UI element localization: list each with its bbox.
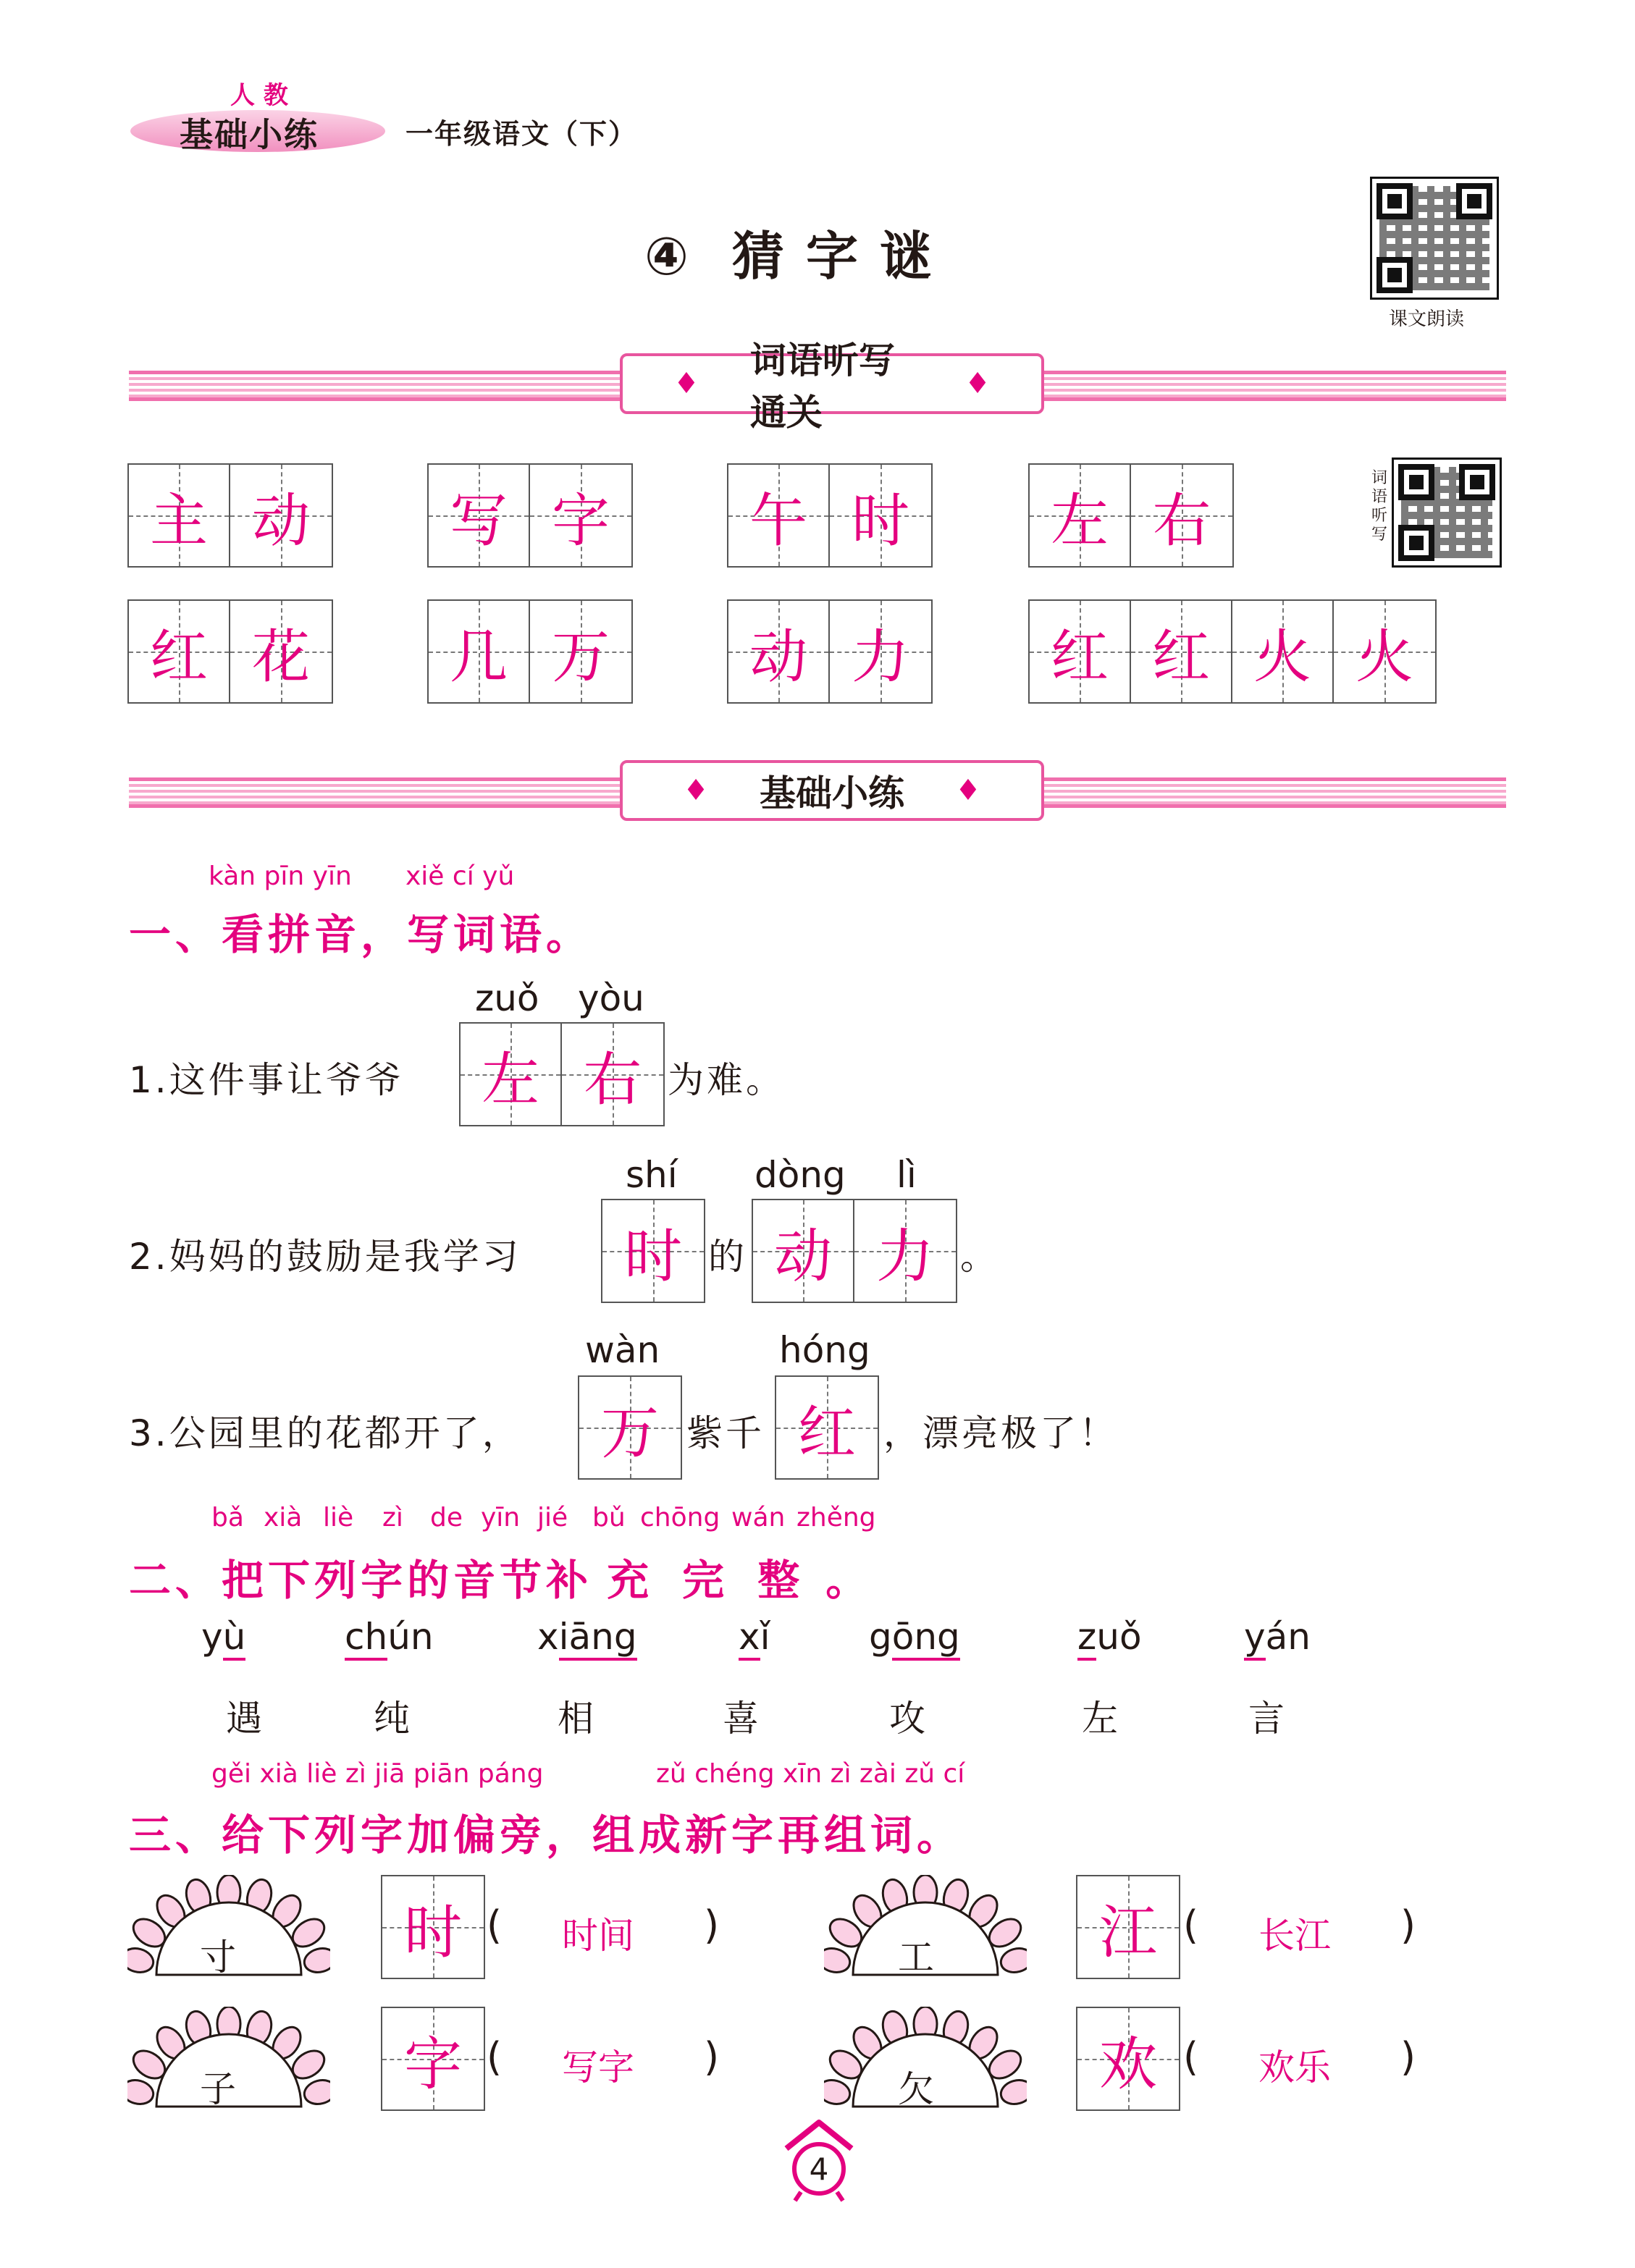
q2-heading: 二、把下列字的音节补 充 完 整 。 [129,1556,873,1605]
q2-py-0: bǎ [211,1503,244,1533]
dictation-word-8: 红 红 火 火 [1028,599,1437,704]
banner-dictation: ♦ 词语听写通关 ♦ [620,353,1044,414]
lesson-title: 猜字谜 [731,226,954,287]
q2-py-7: bǔ [592,1503,626,1533]
q3-base-char-1: 寸 [200,1936,236,1978]
s2-post: 。 [960,1236,999,1278]
q2-char-2: 纯 [374,1698,410,1740]
dictation-word-4: 左 右 [1028,463,1234,568]
q2-py-10: zhěng [797,1503,876,1533]
s1-pinyin-2: yòu [578,977,644,1019]
s2-pinyin-2: dòng [755,1154,846,1196]
q3-pinyin-b: zǔ chéng xīn zì zài zǔ cí [656,1759,965,1789]
publisher-label: 人 教 [230,81,288,110]
q1-heading: 一、看拼音，写词语。 [129,910,593,959]
s2-mid: 的 [708,1236,747,1278]
q2-py-3: zì [382,1503,403,1533]
q3-paren-close-3: ) [704,2034,720,2080]
q3-paren-open-1: ( [487,1902,503,1948]
q2-py-2: liè [323,1503,354,1533]
q3-paren-close-2: ) [1400,1902,1416,1948]
s2-pinyin-3: lì [896,1154,917,1196]
q2-py-1: xià [264,1503,303,1533]
q3-newchar-grid-2[interactable]: 江 [1076,1875,1180,1979]
q3-word-4[interactable]: 欢乐 [1258,2046,1331,2088]
s1-answer-grid[interactable]: 左 右 [459,1022,665,1126]
s2-answer-grid-1[interactable]: 时 [601,1199,705,1303]
q2-syllable-7[interactable]: yán [1244,1616,1311,1658]
s3-pinyin-1: wàn [585,1329,660,1371]
s3-answer-grid-1[interactable]: 万 [578,1375,682,1480]
s3-pre: 3.公园里的花都开了， [129,1412,521,1454]
dictation-word-5: 红 花 [127,599,333,704]
dictation-word-6: 几 万 [427,599,633,704]
s3-post: ，漂亮极了！ [883,1412,1118,1454]
qr-caption-dictation: 词语听写 [1371,469,1387,544]
q2-py-8: chōng [640,1503,720,1533]
dictation-word-2: 写 字 [427,463,633,568]
q2-syllable-5[interactable]: gōng [869,1616,960,1658]
qr-caption-reading: 课文朗读 [1389,308,1465,330]
q3-newchar-grid-1[interactable]: 时 [381,1875,485,1979]
q2-py-5: yīn [481,1503,521,1533]
q2-char-1: 遇 [226,1698,262,1740]
q2-char-6: 左 [1082,1698,1118,1740]
q2-char-7: 言 [1248,1698,1285,1740]
q2-syllable-2[interactable]: chún [345,1616,434,1658]
q2-py-6: jié [537,1503,568,1533]
q3-base-char-2: 工 [898,1936,934,1978]
q2-py-9: wán [731,1503,786,1533]
q2-py-4: de [430,1503,463,1533]
grade-label: 一年级语文（下） [405,118,638,150]
q3-pinyin-a: gěi xià liè zì jiā piān páng [211,1759,544,1789]
dictation-word-1: 主 动 [127,463,333,568]
q3-base-char-3: 子 [200,2068,236,2110]
q3-paren-close-1: ) [704,1902,720,1948]
q1-pinyin-b: xiě cí yǔ [405,861,515,891]
s2-pinyin-1: shí [626,1154,678,1196]
brand-label: 基础小练 [180,115,319,154]
q3-newchar-grid-3[interactable]: 字 [381,2007,485,2111]
q2-syllable-3[interactable]: xiāng [537,1616,637,1658]
s1-pinyin-1: zuǒ [475,977,539,1019]
s1-pre: 1.这件事让爷爷 [129,1059,404,1101]
q3-paren-open-3: ( [487,2034,503,2080]
lesson-number: ④ [644,226,689,287]
qr-code-reading[interactable] [1370,177,1499,300]
q3-base-char-4: 欠 [898,2068,934,2110]
dictation-word-7: 动 力 [727,599,933,704]
q2-char-4: 喜 [723,1698,759,1740]
q3-word-2[interactable]: 长江 [1258,1915,1331,1957]
q3-newchar-grid-4[interactable]: 欢 [1076,2007,1180,2111]
q1-pinyin-a: kàn pīn yīn [209,861,352,891]
s3-answer-grid-2[interactable]: 红 [775,1375,879,1480]
q2-syllable-6[interactable]: zuǒ [1077,1616,1142,1658]
s1-post: 为难。 [668,1059,785,1101]
banner-practice: ♦ 基础小练 ♦ [620,760,1044,821]
qr-code-dictation[interactable] [1392,458,1502,568]
s3-mid: 紫千 [686,1412,765,1454]
s2-answer-grid-2[interactable]: 动 力 [752,1199,957,1303]
q3-paren-open-2: ( [1183,1902,1199,1948]
q2-char-5: 攻 [889,1698,925,1740]
dictation-word-3: 午 时 [727,463,933,568]
s2-pre: 2.妈妈的鼓励是我学习 [129,1236,521,1278]
page-title [644,214,954,290]
q3-word-3[interactable]: 写字 [562,2046,634,2088]
q3-heading: 三、给下列字加偏旁，组成新字再组词。 [129,1810,964,1860]
q3-paren-close-4: ) [1400,2034,1416,2080]
q2-syllable-4[interactable]: xǐ [739,1616,770,1658]
q3-word-1[interactable]: 时间 [562,1915,634,1957]
page-number: 4 [809,2151,829,2187]
q2-char-3: 相 [558,1698,594,1740]
s3-pinyin-2: hóng [779,1329,870,1371]
q2-syllable-1[interactable]: yù [201,1616,245,1658]
q3-paren-open-4: ( [1183,2034,1199,2080]
